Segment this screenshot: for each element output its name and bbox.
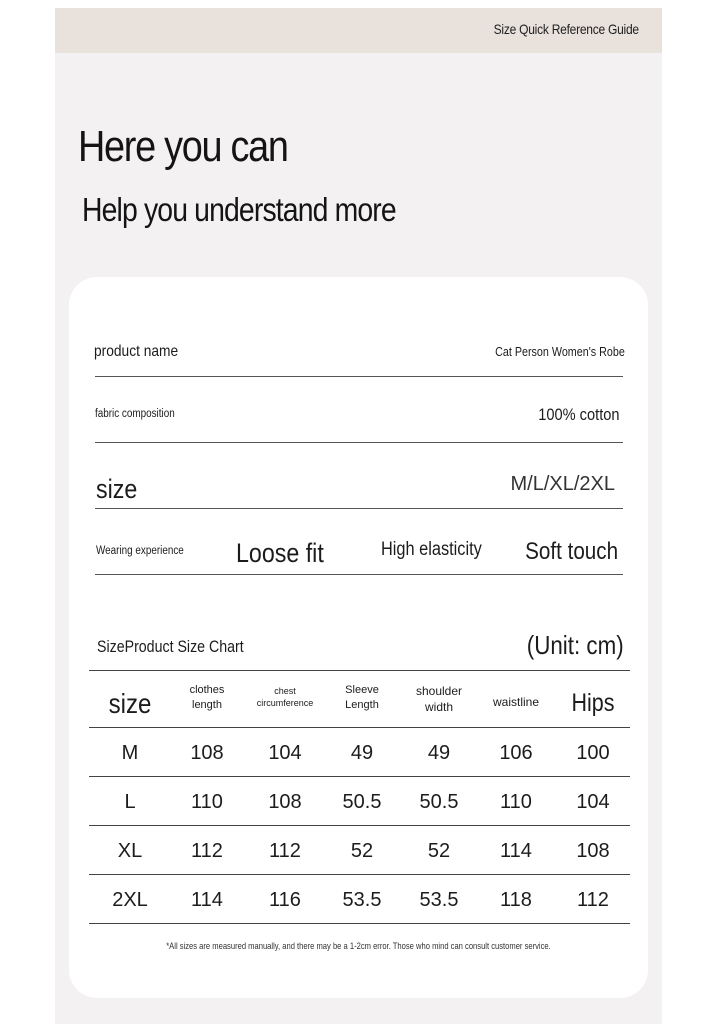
value-cell: 53.5 [342, 889, 382, 911]
value-cell: 100 [576, 742, 610, 764]
headline: Here you can [78, 122, 288, 171]
value-cell: 116 [269, 889, 301, 911]
value-cell: 110 [500, 791, 532, 813]
experience-tag-soft-touch: Soft touch [525, 538, 618, 565]
value-cell: 108 [268, 791, 302, 813]
top-banner [55, 8, 662, 53]
divider [95, 508, 623, 509]
value-cell: 112 [577, 889, 609, 911]
value-cell: 50.5 [419, 791, 459, 813]
value-cell: 112 [191, 840, 223, 862]
product-name-value: Cat Person Women's Robe [495, 345, 625, 359]
divider [95, 376, 623, 377]
value-cell: 108 [576, 840, 610, 862]
product-name-label: product name [94, 343, 179, 360]
subheadline: Help you understand more [82, 191, 396, 228]
column-header: waistline [492, 695, 540, 709]
chart-unit: (Unit: cm) [527, 630, 624, 660]
value-cell: 52 [427, 840, 451, 862]
value-cell: 104 [576, 791, 610, 813]
table-row [89, 875, 630, 924]
column-header: chest circumference [256, 686, 314, 709]
value-cell: 114 [191, 889, 223, 911]
column-header: clothes length [189, 684, 225, 711]
experience-label: Wearing experience [96, 545, 184, 557]
table-row [89, 777, 630, 826]
info-card [69, 277, 648, 998]
value-cell: 112 [269, 840, 301, 862]
value-cell: 118 [500, 889, 532, 911]
experience-tag-high-elasticity: High elasticity [381, 539, 482, 560]
value-cell: 53.5 [419, 889, 459, 911]
value-cell: 50.5 [342, 791, 382, 813]
size-value: M/L/XL/2XL [510, 473, 615, 495]
chart-title: SizeProduct Size Chart [97, 638, 244, 656]
size-label: size [96, 474, 138, 504]
value-cell: 106 [499, 742, 533, 764]
value-cell: 52 [350, 840, 374, 862]
column-header: shoulder width [415, 684, 463, 715]
fabric-value: 100% cotton [538, 405, 620, 424]
size-cell: 2XL [112, 889, 148, 911]
size-guide-page [55, 8, 662, 1024]
footnote: *All sizes are measured manually, and there may be a 1-2cm error. Those who mind can consult customer service. [166, 941, 551, 952]
value-cell: 49 [350, 742, 374, 764]
size-cell: L [124, 791, 136, 813]
divider [95, 442, 623, 443]
size-cell: M [121, 742, 139, 764]
value-cell: 114 [500, 840, 532, 862]
column-header: size [108, 688, 152, 719]
experience-tag-loose-fit: Loose fit [236, 538, 324, 568]
value-cell: 108 [190, 742, 224, 764]
size-cell: XL [117, 840, 143, 862]
table-top-rule [89, 670, 630, 671]
divider [95, 574, 623, 575]
guide-title: Size Quick Reference Guide [493, 21, 639, 37]
table-row [89, 826, 630, 875]
row-rule [89, 923, 630, 924]
value-cell: 110 [191, 791, 223, 813]
column-header: Hips [571, 689, 615, 717]
column-header: Sleeve Length [345, 684, 379, 711]
fabric-label: fabric composition [95, 408, 175, 420]
value-cell: 49 [427, 742, 451, 764]
value-cell: 104 [268, 742, 302, 764]
table-row [89, 728, 630, 777]
